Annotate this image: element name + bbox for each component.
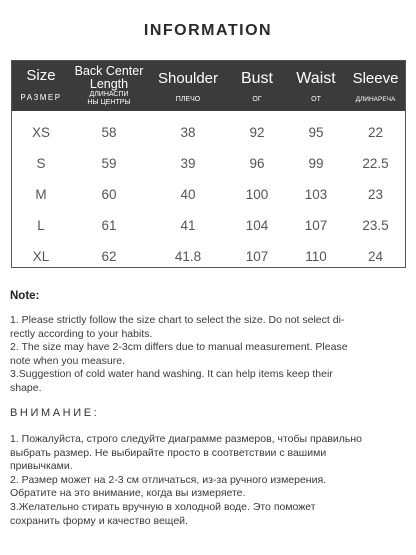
size-chart-table: [11, 60, 406, 268]
note-text: 1. Please strictly follow the size chart to select the size. Do not select di- rectly according to your habits. 2. The size may have 2-3cm differs due to manual measurement. Please note when you measure. 3.Suggestion of cold water hand washing. It can help items keep their shape.: [10, 314, 348, 394]
header-size: Size РАЗМЕР: [20, 67, 62, 102]
page-title: INFORMATION: [143, 22, 273, 39]
table-header: [12, 61, 405, 111]
table-row: XL 62 41.8 107 110 24: [32, 249, 384, 264]
table-row: M 60 40 100 103 23: [35, 187, 384, 202]
header-waist: Waist ОТ: [296, 70, 336, 103]
table-row: L 61 41 104 107 23.5: [37, 218, 389, 233]
header-back-center-length: Back Center Length ДЛИНАСПИ НЫ ЦЕНТРЫ: [74, 64, 144, 106]
ru-note-heading: ВНИМАНИЕ:: [10, 407, 100, 419]
header-sleeve: Sleeve ДЛИНАРЕЧА: [352, 70, 399, 103]
header-shoulder: Shoulder ПЛЕЧО: [157, 70, 219, 103]
ru-note-text: 1. Пожалуйста, строго следуйте диаграмме размеров, чтобы правильно выбрать размер. Не выбирайте просто в соответствии с вашими привычками. 2. Размер может на 2-3 см отличаться, из-за ручного измерения. Обратите на это внимание, когда вы измеряете. 3.Желательно стирать вручную в холодной воде. Это поможет сохранить форму и качество вещей.: [10, 433, 363, 527]
table-row: XS 58 38 92 95 22: [31, 125, 384, 140]
note-heading: Note:: [10, 290, 40, 302]
header-bust: Bust ОГ: [240, 70, 273, 103]
table-row: S 59 39 96 99 22.5: [36, 156, 389, 171]
